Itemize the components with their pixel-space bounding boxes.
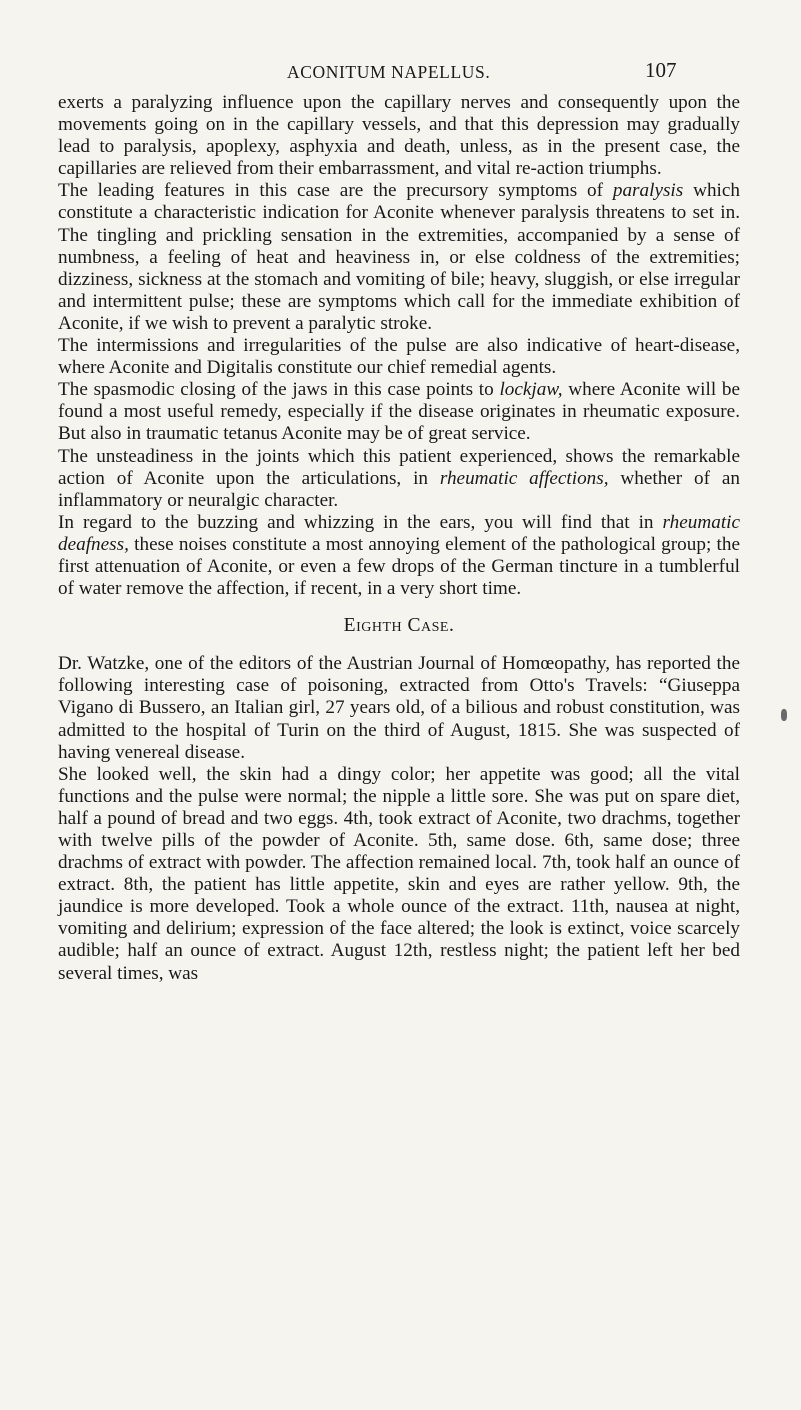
paragraph-text: The spasmodic closing of the jaws in this case points to — [58, 379, 500, 401]
running-title: ACONITUM NAPELLUS. — [287, 62, 491, 82]
paragraph — [58, 92, 740, 180]
italic-term: paralysis — [612, 180, 684, 202]
paragraph-text: In regard to the buzzing and whizzing in the ears, you will find that in — [58, 511, 663, 533]
body-text — [58, 92, 740, 985]
paragraph — [58, 446, 740, 512]
paragraph-text: exerts a paralyzing influence upon the capillary nerves and consequently upon the movements going on in the capillary vessels, and that this depression may gradually lead to paralysis, apoplexy, asphyxia and death, unless, as in the present case, the capillaries are relieved from their embarrassment, and vital re-action triumphs. — [58, 92, 740, 180]
page-content — [58, 54, 740, 985]
paragraph: Dr. Watzke, one of the editors of the Austrian Journal of Homœopathy, has reported the following interesting case of poisoning, extracted from Otto's Travels: “Giuseppa Vigano di Bussero, an Italian girl, 27 years old, of a bilious and robust constitution, was admitted to the hospital of Turin on the third of August, 1815. She was suspected of having venereal disease. — [58, 653, 740, 763]
paragraph-text: The unsteadiness in the joints which this patient experienced, shows the remarkable action of Aconite upon the articulations, in — [58, 445, 740, 489]
paragraph — [58, 512, 740, 600]
paragraph-text: which constitute a characteristic indication for Aconite whenever paralysis threatens to set in. The tingling and prickling sensation in the extremities, accompanied by a sense of numbness, a feeling of heat and heaviness in, or else coldness of the extremities; dizziness, sickness at the stomach and vomiting of bile; heavy, sluggish, or else irregular and intermittent pulse; these are symptoms which call for the immediate exhibition of Aconite, if we wish to prevent a paralytic stroke. — [58, 180, 740, 334]
paragraph — [58, 379, 740, 445]
margin-mark — [781, 709, 787, 721]
paragraph-text: whether of an inflammatory or neuralgic character. — [58, 467, 740, 511]
page-number: 107 — [645, 58, 677, 82]
paragraph-text: The leading features in this case are the precursory symptoms of — [58, 180, 613, 202]
section-heading: Eighth Case. — [343, 615, 455, 637]
paragraph-text: where Aconite will be found a most useful remedy, especially if the disease originates in rheumatic exposure. But also in traumatic tetanus Aconite may be of great service. — [58, 379, 740, 445]
paragraph: She looked well, the skin had a dingy color; her appetite was good; all the vital functions and the pulse were normal; the nipple a little sore. She was put on spare diet, half a pound of bread and two eggs. 4th, took extract of Aconite, two drachms, together with twelve pills of the powder of Aconite. 5th, same dose. 6th, same dose; three drachms of extract with powder. The affection remained local. 7th, took half an ounce of extract. 8th, the patient has little appetite, skin and eyes are rather yellow. 9th, the jaundice is more developed. Took a whole ounce of the extract. 11th, nausea at night, vomiting and delirium; expression of the face altered; the look is extinct, voice scarcely audible; half an ounce of extract. August 12th, restless night; the patient left her bed several times, was — [58, 763, 740, 984]
paragraph — [58, 335, 740, 379]
running-head — [58, 54, 740, 80]
paragraph-text: these noises constitute a most annoying element of the pathological group; the first attenuation of Aconite, or even a few drops of the German tincture in a tumblerful of water remove the affection, if recent, in a very short time. — [58, 533, 740, 600]
italic-term: lockjaw, — [499, 379, 563, 401]
italic-term: rheumatic affections, — [439, 467, 609, 489]
paragraph — [58, 180, 740, 335]
paragraph-text: The intermissions and irregularities of the pulse are also indicative of heart-disease, where Aconite and Digitalis constitute our chief remedial agents. — [58, 335, 740, 379]
italic-term: rheumatic deafness, — [58, 511, 740, 555]
